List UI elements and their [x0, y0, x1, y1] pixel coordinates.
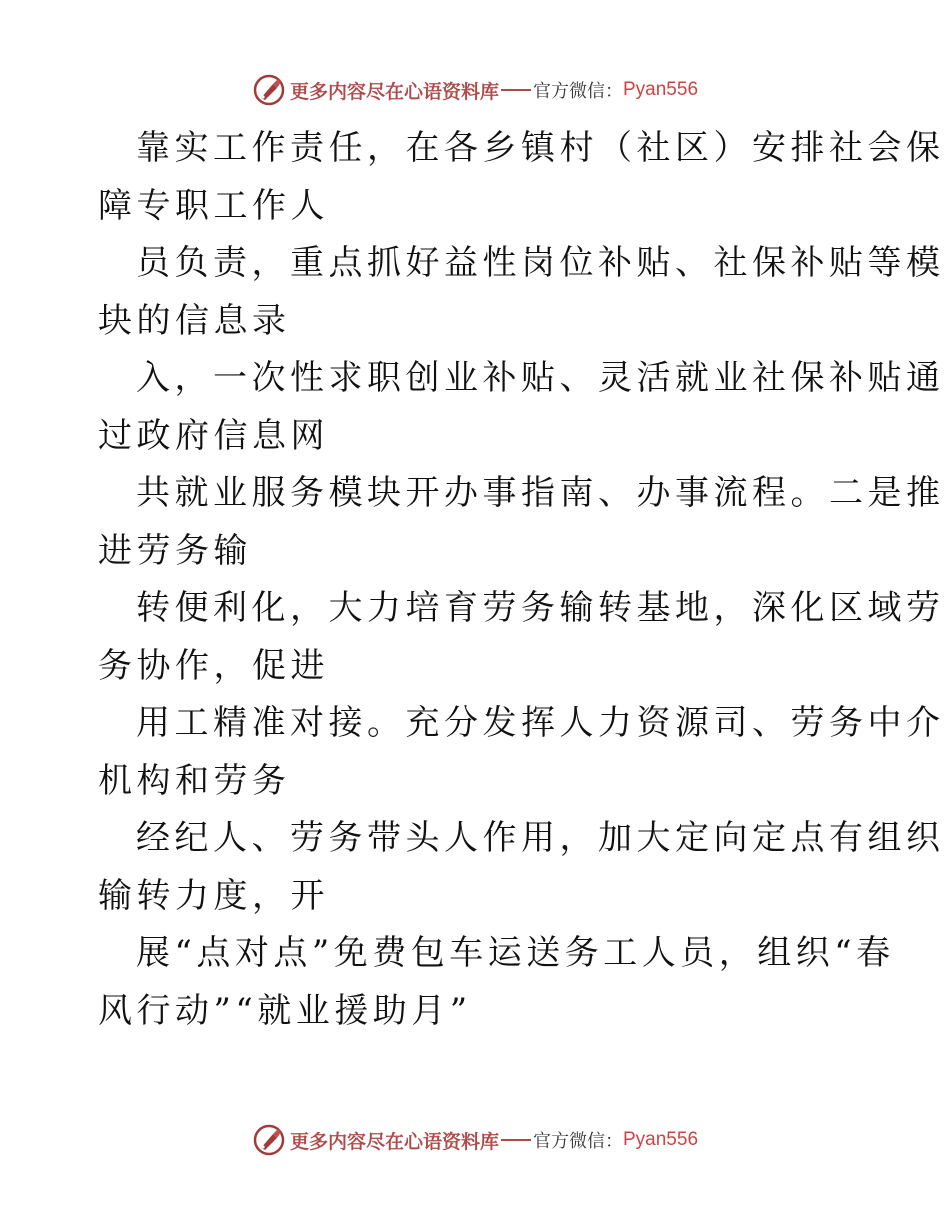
paragraph-line: 入，一次性求职创业补贴、灵活就业社保补贴通	[136, 358, 945, 398]
paragraph-line: 过政府信息网	[98, 415, 329, 456]
paragraph	[98, 120, 945, 235]
paragraph-line: 员负责，重点抓好益性岗位补贴、社保补贴等模	[136, 243, 945, 283]
header-banner	[0, 70, 950, 110]
paragraph-line: 展“点对点”免费包车运送务工人员，组织“春	[136, 933, 895, 973]
footer-site-text: 更多内容尽在心语资料库	[289, 1130, 499, 1153]
paragraph-line: 共就业服务模块开办事指南、办事流程。二是推	[136, 473, 945, 513]
paragraph	[98, 925, 895, 1040]
paragraph-line: 障专职工作人	[98, 185, 329, 226]
pen-logo-icon	[252, 1123, 286, 1157]
footer-dash	[501, 1139, 531, 1141]
paragraph	[98, 235, 945, 350]
paragraph	[98, 810, 945, 925]
header-site-text: 更多内容尽在心语资料库	[289, 80, 499, 103]
header-wechat-label: 官方微信：	[533, 81, 623, 102]
paragraph-line: 输转力度，开	[98, 875, 329, 916]
footer-wechat-id: Pyan556	[623, 1129, 699, 1150]
paragraph-line: 用工精准对接。充分发挥人力资源司、劳务中介	[136, 703, 945, 743]
paragraph-line: 靠实工作责任，在各乡镇村（社区）安排社会保	[136, 128, 945, 168]
paragraph	[98, 350, 945, 465]
paragraph-line: 转便利化，大力培育劳务输转基地，深化区域劳	[136, 588, 945, 628]
header-dash	[501, 89, 531, 91]
footer-wechat-label: 官方微信：	[533, 1131, 623, 1152]
document-body	[98, 120, 945, 1040]
paragraph-line: 风行动”“就业援助月”	[98, 990, 472, 1031]
paragraph	[98, 465, 945, 580]
paragraph-line: 块的信息录	[98, 300, 291, 341]
paragraph-line: 经纪人、劳务带头人作用，加大定向定点有组织	[136, 818, 945, 858]
paragraph-line: 进劳务输	[98, 530, 252, 571]
footer-banner	[0, 1120, 950, 1160]
pen-logo-icon	[252, 73, 286, 107]
paragraph-line: 机构和劳务	[98, 760, 291, 801]
paragraph-line: 务协作，促进	[98, 645, 329, 686]
paragraph	[98, 580, 945, 695]
header-wechat-id: Pyan556	[623, 79, 699, 100]
paragraph	[98, 695, 945, 810]
